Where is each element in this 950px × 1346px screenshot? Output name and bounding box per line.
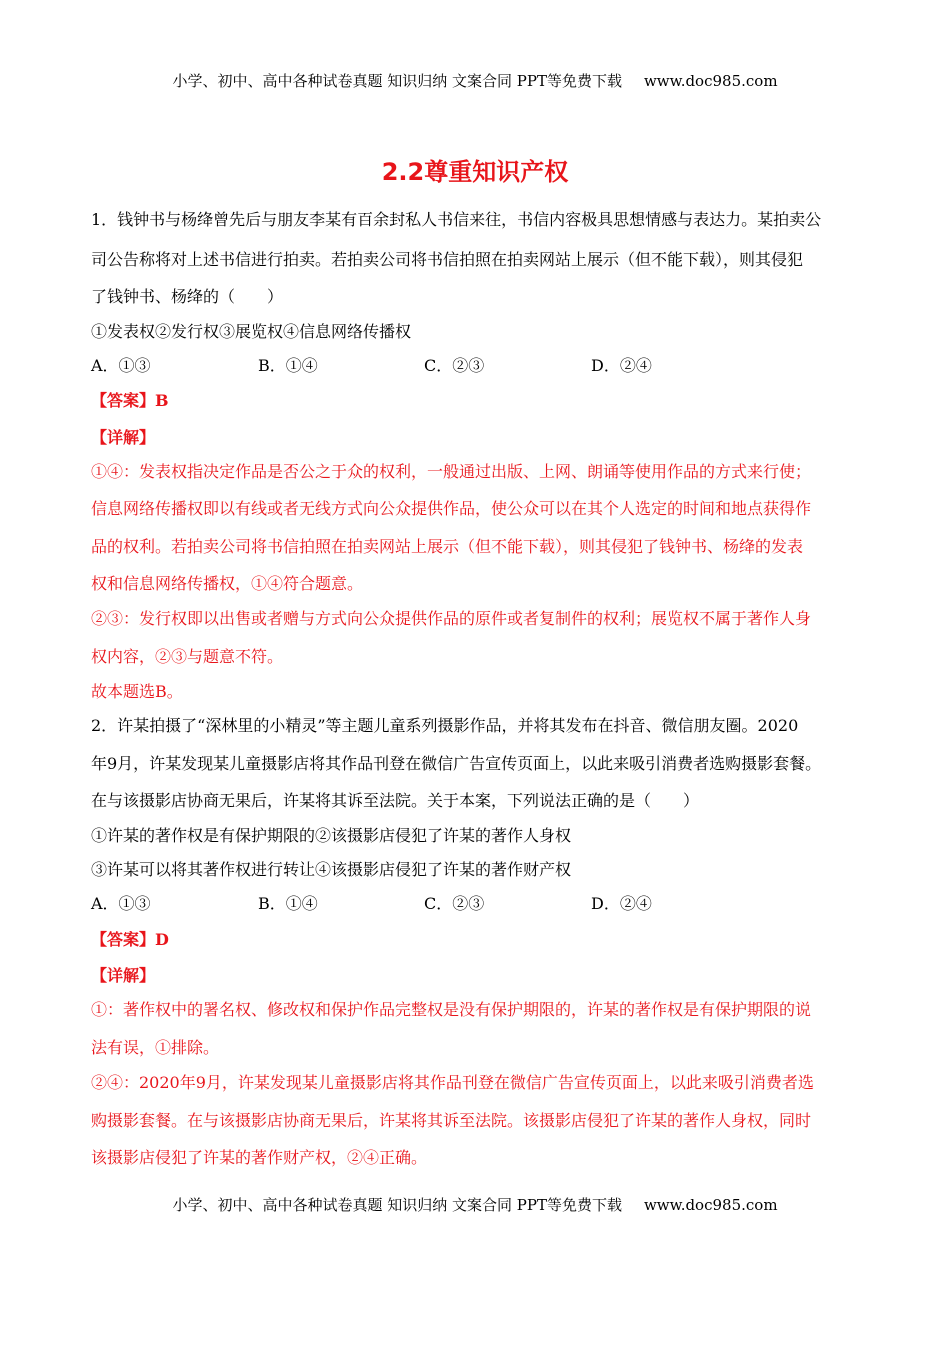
q2-detail-line-2: 法有误，①排除。 <box>91 1038 220 1057</box>
page-footer <box>0 1194 950 1215</box>
q1-stem-line-2: 司公告称将对上述书信进行拍卖。若拍卖公司将书信拍照在拍卖网站上展示（但不能下载），则其侵犯 <box>91 250 804 269</box>
page-title: 2.2尊重知识产权 <box>381 158 569 186</box>
q1-items: ①发表权②发行权③展览权④信息网络传播权 <box>91 322 412 341</box>
q2-option-b: B．①④ <box>258 894 318 913</box>
q1-option-b: B．①④ <box>258 356 318 375</box>
header-text: 小学、初中、高中各种试卷真题 知识归纳 文案合同 PPT等免费下载 <box>172 72 622 90</box>
footer-site[interactable]: www.doc985.com <box>643 1196 778 1214</box>
q1-detail-line-3: 品的权利。若拍卖公司将书信拍照在拍卖网站上展示（但不能下载），则其侵犯了钱钟书、杨绛的发表 <box>91 537 804 556</box>
q2-detail-line-1: ①：著作权中的署名权、修改权和保护作品完整权是没有保护期限的，许某的著作权是有保护期限的说 <box>91 1000 812 1019</box>
q2-option-a: A．①③ <box>91 894 151 913</box>
q1-detail-line-5: ②③：发行权即以出售或者赠与方式向公众提供作品的原件或者复制件的权利；展览权不属于著作人身 <box>91 609 812 628</box>
q2-stem-line-5: ③许某可以将其著作权进行转让④该摄影店侵犯了许某的著作财产权 <box>91 860 572 879</box>
q2-option-d: D．②④ <box>591 894 652 913</box>
footer-text: 小学、初中、高中各种试卷真题 知识归纳 文案合同 PPT等免费下载 <box>172 1196 622 1214</box>
q1-detail-label: 【详解】 <box>91 428 156 447</box>
q1-stem-line-3: 了钱钟书、杨绛的（ ） <box>91 287 284 306</box>
q2-answer <box>91 930 871 950</box>
q2-detail-line-5: 该摄影店侵犯了许某的著作财产权，②④正确。 <box>91 1148 428 1167</box>
q1-answer-value: B <box>155 391 169 410</box>
page-header <box>0 70 950 91</box>
q1-option-d: D．②④ <box>591 356 652 375</box>
q1-option-a: A．①③ <box>91 356 151 375</box>
q2-stem-line-3: 在与该摄影店协商无果后，许某将其诉至法院。关于本案，下列说法正确的是（ ） <box>91 791 700 810</box>
q2-stem-line-4: ①许某的著作权是有保护期限的②该摄影店侵犯了许某的著作人身权 <box>91 826 572 845</box>
q1-detail-line-7: 故本题选B。 <box>91 682 183 701</box>
q2-option-c: C．②③ <box>424 894 485 913</box>
q2-stem-line-2: 年9月，许某发现某儿童摄影店将其作品刊登在微信广告宣传页面上，以此来吸引消费者选购摄影套餐。 <box>91 754 822 773</box>
header-site[interactable]: www.doc985.com <box>643 72 778 90</box>
q2-detail-line-4: 购摄影套餐。在与该摄影店协商无果后，许某将其诉至法院。该摄影店侵犯了许某的著作人身权，同时 <box>91 1111 812 1130</box>
q1-detail-line-2: 信息网络传播权即以有线或者无线方式向公众提供作品，使公众可以在其个人选定的时间和地点获得作 <box>91 499 812 518</box>
q2-detail-line-3: ②④：2020年9月，许某发现某儿童摄影店将其作品刊登在微信广告宣传页面上，以此来吸引消费者选 <box>91 1073 814 1092</box>
q2-detail-label: 【详解】 <box>91 966 156 985</box>
q2-stem-line-1: 2．许某拍摄了“深林里的小精灵”等主题儿童系列摄影作品，并将其发布在抖音、微信朋友圈。2020 <box>91 716 799 735</box>
q1-detail-line-6: 权内容，②③与题意不符。 <box>91 647 284 666</box>
q1-answer <box>91 391 871 411</box>
q1-stem-line-1: 1．钱钟书与杨绛曾先后与朋友李某有百余封私人书信来往，书信内容极具思想情感与表达力。某拍卖公 <box>91 210 822 229</box>
q2-answer-label: 【答案】 <box>91 930 156 949</box>
q1-detail-line-1: ①④：发表权指决定作品是否公之于众的权利，一般通过出版、上网、朗诵等使用作品的方式来行使； <box>91 462 812 481</box>
q1-option-c: C．②③ <box>424 356 485 375</box>
q1-answer-label: 【答案】 <box>91 391 156 410</box>
q1-detail-line-4: 权和信息网络传播权，①④符合题意。 <box>91 574 364 593</box>
q2-answer-value: D <box>155 930 169 949</box>
